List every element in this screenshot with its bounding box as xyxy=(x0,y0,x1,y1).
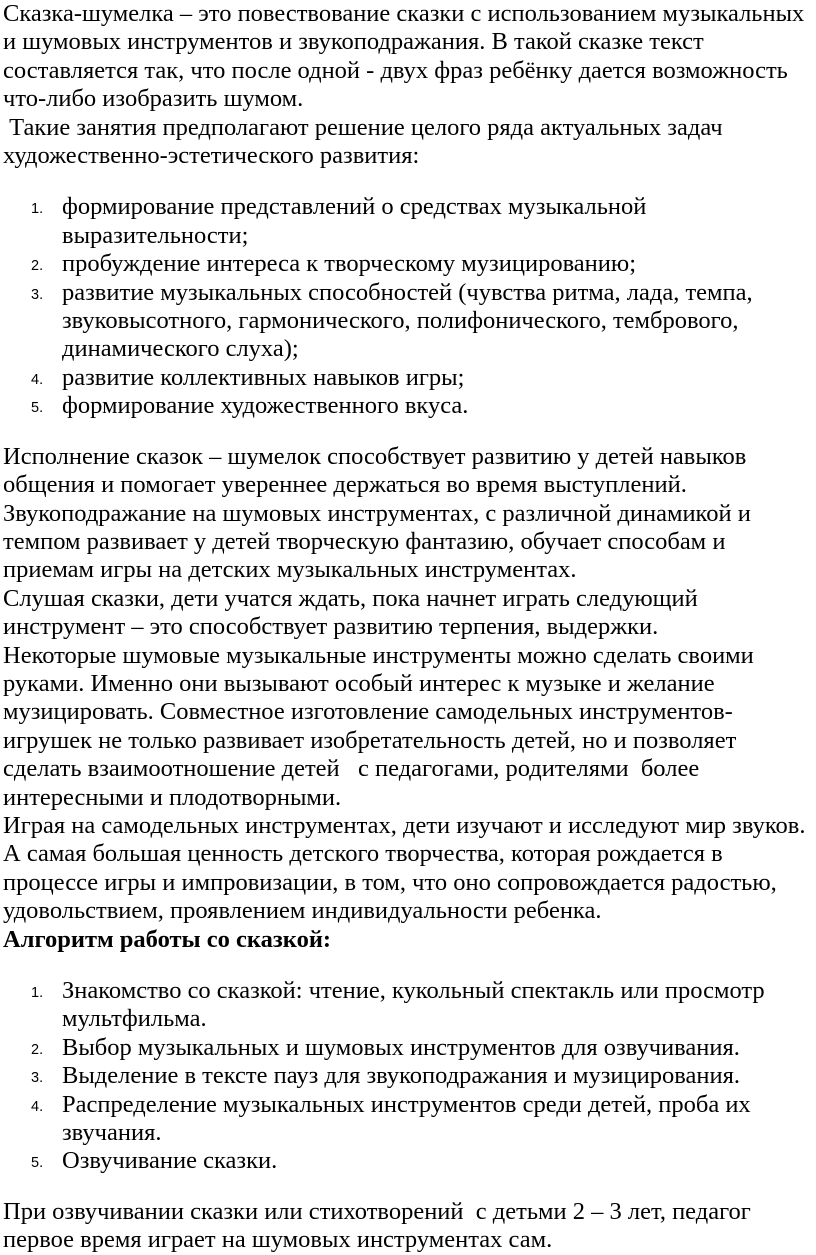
list-item xyxy=(0,392,816,420)
body-paragraph: Слушая сказки, дети учатся ждать, пока начнет играть следующий инструмент – это способствует развитию терпения, выдержки. xyxy=(3,584,698,641)
list-item-text: Выделение в тексте пауз для звукоподражания и музицирования. xyxy=(62,1062,740,1090)
list-item-text: развитие коллективных навыков игры; xyxy=(62,363,465,391)
list-item-text: пробуждение интереса к творческому музицированию; xyxy=(62,250,637,278)
body-paragraph: Некоторые шумовые музыкальные инструменты можно сделать своими руками. Именно они вызывают особый интерес к музыке и желание музицировать. Совместное изготовление самодельных инструментов-игрушек не только развивает изобретательность детей, но и позволяет сделать взаимоотношение детей с педагогами, родителями более интересными и плодотворными. xyxy=(3,641,760,811)
list-item xyxy=(0,1091,816,1148)
list-item-text: Выбор музыкальных и шумовых инструментов для озвучивания. xyxy=(62,1033,740,1061)
spacer xyxy=(0,954,816,977)
tasks-list xyxy=(0,193,816,420)
list-number: 4. xyxy=(31,371,44,388)
list-item xyxy=(0,1147,816,1175)
list-number: 1. xyxy=(31,985,44,1001)
list-number: 5. xyxy=(31,1155,44,1172)
list-item-text: Знакомство со сказкой: чтение, кукольный спектакль или просмотр мультфильма. xyxy=(62,977,765,1033)
list-item-text: Озвучивание сказки. xyxy=(62,1147,278,1175)
list-number: 4. xyxy=(31,1098,44,1115)
list-number: 1. xyxy=(31,201,44,218)
spacer xyxy=(0,421,816,443)
list-item xyxy=(0,977,816,1034)
list-number: 3. xyxy=(31,286,44,303)
algorithm-steps-list xyxy=(0,977,816,1176)
body-paragraph: Исполнение сказок – шумелок способствует развитию у детей навыков общения и помогает увереннее держаться во время выступлений. xyxy=(3,442,747,499)
list-item xyxy=(0,279,816,364)
list-number: 5. xyxy=(31,400,44,417)
tasks-intro-paragraph: Такие занятия предполагают решение целого ряда актуальных задач художественно-эстетического развития: xyxy=(3,113,729,170)
list-item xyxy=(0,193,816,250)
algorithm-heading: Алгоритм работы со сказкой: xyxy=(3,925,332,953)
list-item xyxy=(0,1034,816,1062)
list-item-text: Распределение музыкальных инструментов среди детей, проба их звучания. xyxy=(62,1090,751,1147)
body-paragraph: Играя на самодельных инструментах, дети изучают и исследуют мир звуков. А самая большая ценность детского творчества, которая рождается в процессе игры и импровизации, в том, что оно сопровождается радостью, удовольствием, проявлением индивидуальности ребенка. xyxy=(3,811,806,925)
body-paragraph: Звукоподражание на шумовых инструментах, с различной динамикой и темпом развивает у детей творческую фантазию, обучает способам и приемам игры на детских музыкальных инструментах. xyxy=(3,499,751,584)
list-item xyxy=(0,1062,816,1090)
list-item xyxy=(0,364,816,392)
spacer xyxy=(0,1176,816,1198)
list-item-text: развитие музыкальных способностей (чувства ритма, лада, темпа, звуковысотного, гармонического, полифонического, тембрового, динамического слуха); xyxy=(62,278,753,363)
intro-paragraph: Сказка-шумелка – это повествование сказки с использованием музыкальных и шумовых инструментов и звукоподражания. В такой сказке текст составляется так, что после одной - двух фраз ребёнку дается возможность что-либо изобразить шумом. xyxy=(3,0,805,113)
list-number: 3. xyxy=(31,1070,44,1087)
list-item xyxy=(0,250,816,278)
list-number: 2. xyxy=(31,1041,44,1058)
list-number: 2. xyxy=(31,258,44,275)
list-item-text: формирование художественного вкуса. xyxy=(62,392,469,420)
list-item-text: формирование представлений о средствах музыкальной выразительности; xyxy=(62,193,647,249)
closing-paragraph: При озвучивании сказки или стихотворений с детьми 2 – 3 лет, педагог первое время играет на шумовых инструментах сам. xyxy=(3,1197,757,1254)
spacer xyxy=(0,170,816,193)
